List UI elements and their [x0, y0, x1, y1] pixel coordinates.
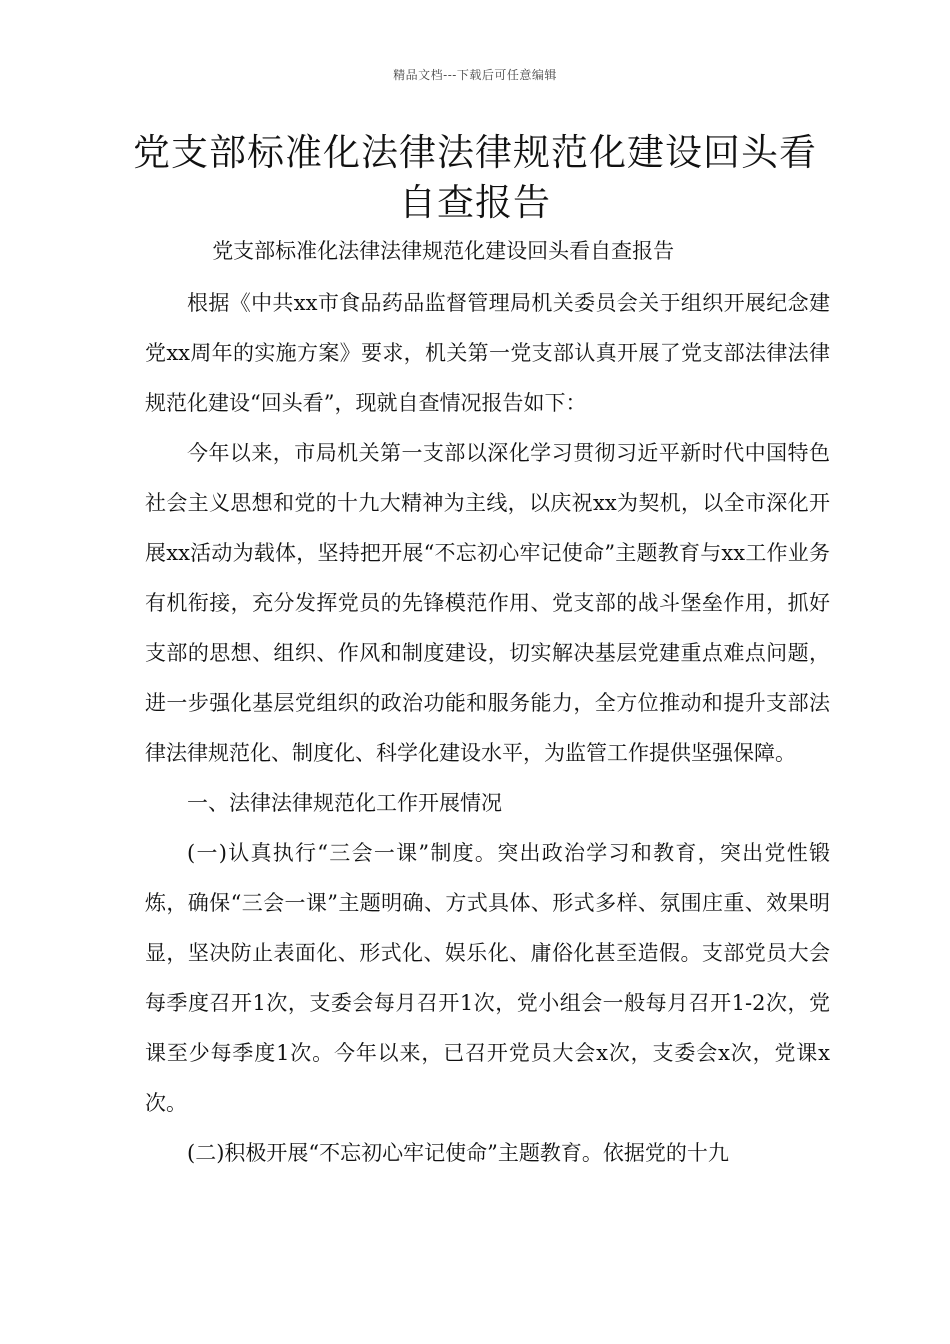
paragraph-overview: 今年以来，市局机关第一支部以深化学习贯彻习近平新时代中国特色社会主义思想和党的十九大精神为主线，以庆祝xx为契机，以全市深化开展xx活动为载体，坚持把开展“不忘初心牢记使命”主题教育与xx工作业务有机衔接，充分发挥党员的先锋模范作用、党支部的战斗堡垒作用，抓好支部的思想、组织、作风和制度建设，切实解决基层党建重点难点问题，进一步强化基层党组织的政治功能和服务能力，全方位推动和提升支部法律法律规范化、制度化、科学化建设水平，为监管工作提供坚强保障。 [145, 441, 830, 765]
document-title: 党支部标准化法律法律规范化建设回头看自查报告 [133, 131, 817, 224]
paragraph-item-1: (一)认真执行“三会一课”制度。突出政治学习和教育，突出党性锻炼，确保“三会一课”主题明确、方式具体、形式多样、氛围庄重、效果明显，坚决防止表面化、形式化、娱乐化、庸俗化甚至造假。支部党员大会每季度召开1次，支委会每月召开1次，党小组会一般每月召开1-2次，党课至少每季度1次。今年以来，已召开党员大会x次，支委会x次，党课x次。 [145, 841, 830, 1115]
document-subtitle: 党支部标准化法律法律规范化建设回头看自查报告 [212, 239, 675, 263]
document-body [145, 232, 830, 1178]
section-heading: 一、法律法律规范化工作开展情况 [187, 791, 502, 815]
header-note: 精品文档---下载后可任意编辑 [393, 68, 557, 82]
paragraph-intro: 根据《中共xx市食品药品监督管理局机关委员会关于组织开展纪念建党xx周年的实施方案》要求，机关第一党支部认真开展了党支部法律法律规范化建设“回头看”，现就自查情况报告如下： [145, 291, 830, 415]
paragraph-item-2: (二)积极开展“不忘初心牢记使命”主题教育。依据党的十九 [187, 1141, 729, 1165]
